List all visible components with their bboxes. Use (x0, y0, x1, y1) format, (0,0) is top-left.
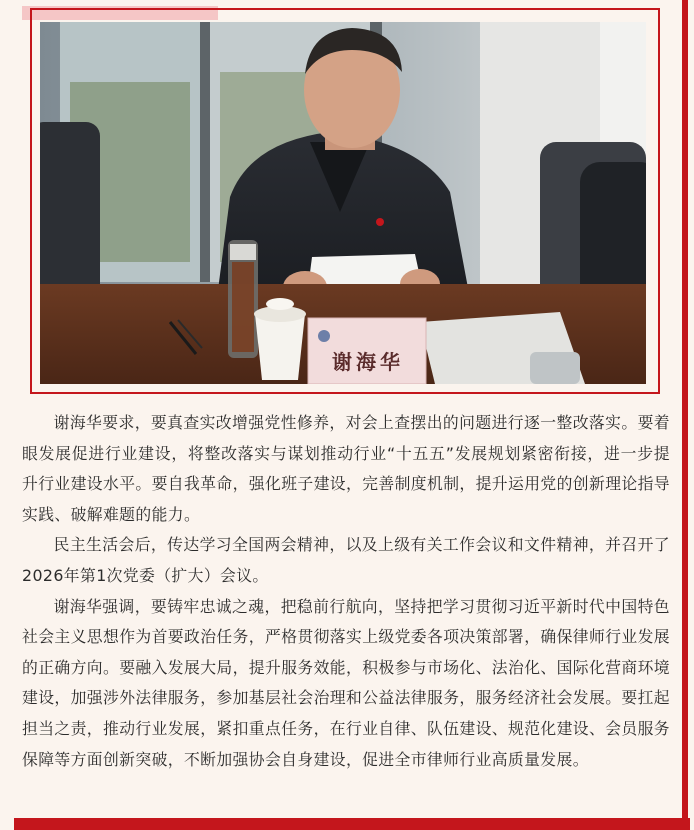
meeting-photo (40, 22, 646, 384)
nameplate-label: 谢海华 (332, 350, 404, 374)
article-body (22, 408, 670, 775)
paragraph: 谢海华要求，要真查实改增强党性修养，对会上查摆出的问题进行逐一整改落实。要着眼发展促进行业建设，将整改落实与谋划推动行业“十五五”发展规划紧密衔接，进一步提升行业建设水平。要自我革命，强化班子建设，完善制度机制，提升运用党的创新理论指导实践、破解难题的能力。 (22, 413, 670, 524)
decorative-right-bar (682, 0, 688, 830)
decorative-bottom-bar (14, 818, 690, 830)
paragraph: 民主生活会后，传达学习全国两会精神，以及上级有关工作会议和文件精神，并召开了2026年第1次党委（扩大）会议。 (22, 535, 670, 585)
paragraph: 谢海华强调，要铸牢忠诚之魂，把稳前行航向，坚持把学习贯彻习近平新时代中国特色社会主义思想作为首要政治任务，严格贯彻落实上级党委各项决策部署，确保律师行业发展的正确方向。要融入发展大局，提升服务效能，积极参与市场化、法治化、国际化营商环境建设，加强涉外法律服务，参加基层社会治理和公益法律服务，服务经济社会发展。要扛起担当之责，推动行业发展，紧扣重点任务，在行业自律、队伍建设、规范化建设、会员服务保障等方面创新突破，不断加强协会自身建设，促进全市律师行业高质量发展。 (22, 596, 670, 769)
